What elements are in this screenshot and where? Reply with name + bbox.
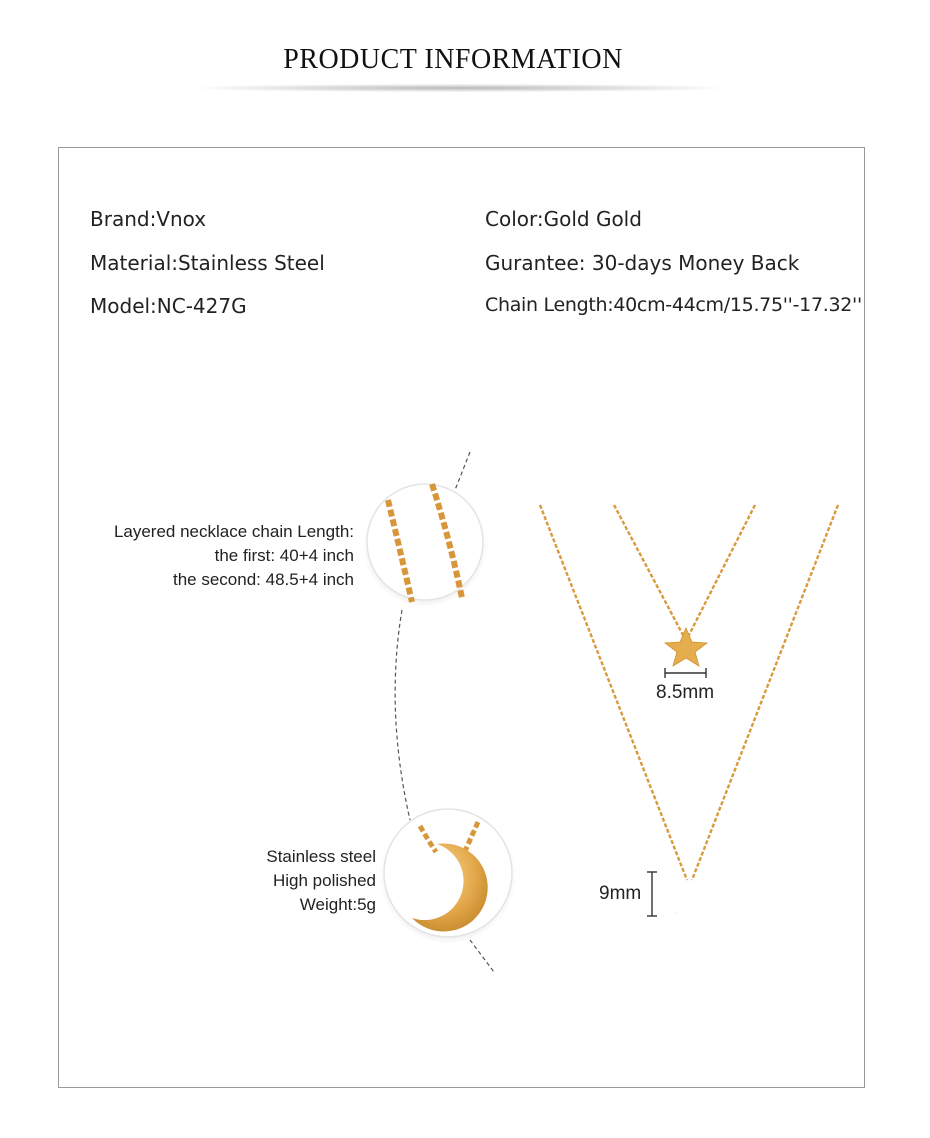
star-dimension-bar xyxy=(665,668,706,678)
chain-zoom-circle xyxy=(363,483,487,607)
chain-note-line-2: the first: 40+4 inch xyxy=(214,546,354,565)
outer-chain-left xyxy=(540,505,687,880)
moon-size-label: 9mm xyxy=(599,883,642,904)
chain-note-line-1: Layered necklace chain Length: xyxy=(113,522,354,541)
inner-chain-left xyxy=(614,505,683,635)
spec-brand: Brand:Vnox xyxy=(90,207,207,231)
necklace-chains xyxy=(540,505,838,880)
inner-chain-right xyxy=(689,505,755,635)
connector-dashed-top xyxy=(455,452,470,490)
connector-dashed-middle xyxy=(395,610,410,820)
moon-zoom-circle xyxy=(380,808,516,944)
moon-dimension-bar xyxy=(647,872,657,916)
outer-chain-right xyxy=(692,505,838,880)
spec-material: Material:Stainless Steel xyxy=(90,251,325,275)
star-size-label: 8.5mm xyxy=(656,682,715,703)
pendant-note-line-2: High polished xyxy=(272,871,376,890)
page-title: PRODUCT INFORMATION xyxy=(283,44,623,75)
spec-guarantee: Gurantee: 30-days Money Back xyxy=(485,251,800,275)
pendant-note-line-3: Weight:5g xyxy=(299,895,376,914)
pendant-note-line-1: Stainless steel xyxy=(266,847,376,866)
star-pendant xyxy=(665,628,707,666)
moon-pendant xyxy=(672,874,699,913)
spec-chain-length: Chain Length:40cm-44cm/15.75''-17.32'' xyxy=(485,294,862,316)
spec-model: Model:NC-427G xyxy=(90,294,247,318)
connector-dashed-bottom xyxy=(470,940,494,972)
chain-note-line-3: the second: 48.5+4 inch xyxy=(173,570,354,589)
spec-color: Color:Gold Gold xyxy=(485,207,642,231)
